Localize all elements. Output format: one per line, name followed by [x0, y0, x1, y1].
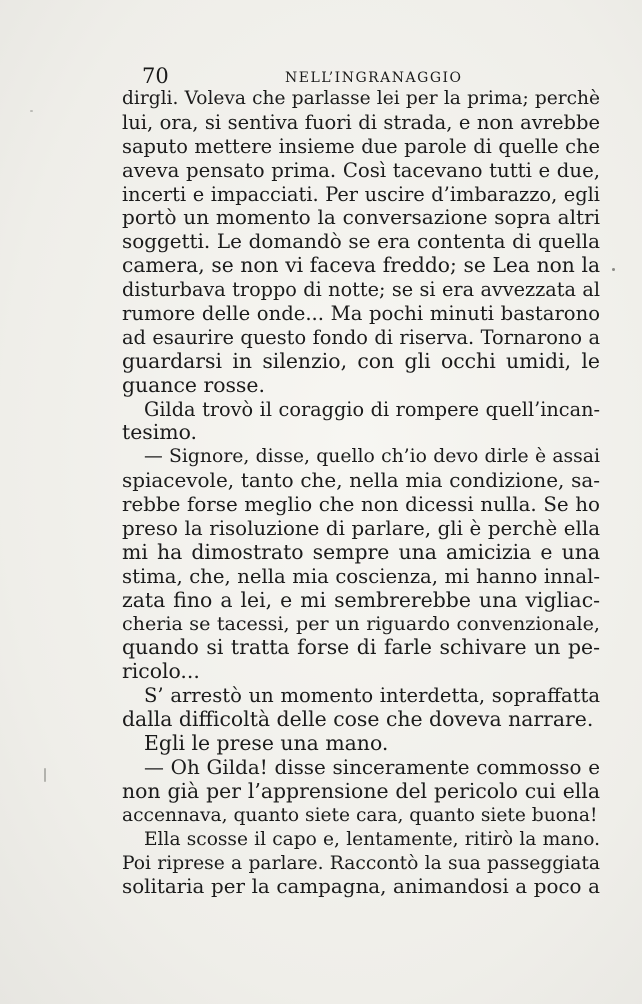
text-line: disturbava troppo di notte; se si era avvezzata al	[122, 278, 600, 302]
text-line: saputo mettere insieme due parole di quelle che	[122, 134, 600, 158]
text-line: rumore delle onde... Ma pochi minuti bastarono	[122, 302, 600, 326]
text-line: cheria se tacessi, per un riguardo convenzionale,	[122, 612, 600, 635]
text-line: — Oh Gilda! disse sinceramente commosso e	[144, 755, 600, 779]
text-line: — Signore, disse, quello ch’io devo dirle è assai	[144, 446, 600, 468]
text-line: ad esaurire questo fondo di riserva. Tornarono a	[122, 325, 600, 349]
text-line: spiacevole, tanto che, nella mia condizione, sa-	[122, 468, 600, 493]
page-speck	[612, 268, 615, 271]
text-line: Egli le prese una mano.	[144, 731, 389, 756]
text-line: stima, che, nella mia coscienza, mi hanno innal-	[122, 564, 600, 588]
text-line: lui, ora, si sentiva fuori di strada, e non avrebbe	[122, 110, 600, 134]
text-line: Ella scosse il capo e, lentamente, ritirò la mano.	[144, 828, 600, 850]
text-line: quando si tratta forse di farle schivare un pe-	[122, 635, 600, 660]
text-line: portò un momento la conversazione sopra altri	[122, 205, 600, 230]
text-line: ricolo...	[122, 659, 200, 684]
text-line: mi ha dimostrato sempre una amicizia e una	[122, 539, 600, 564]
text-line: S’ arrestò un momento interdetta, sopraffatta	[144, 684, 600, 708]
text-line: dirgli. Voleva che parlasse lei per la prima; perchè	[122, 88, 600, 109]
text-line: aveva pensato prima. Così tacevano tutti e due,	[122, 158, 600, 182]
text-line: accennava, quanto siete cara, quanto siete buona!	[122, 804, 598, 826]
text-line: camera, se non vi faceva freddo; se Lea non la	[122, 253, 600, 278]
text-line: preso la risoluzione di parlare, gli è perchè ella	[122, 517, 600, 541]
text-line: soggetti. Le domandò se era contenta di quella	[122, 230, 600, 254]
text-line: Gilda trovò il coraggio di rompere quell’incan-	[144, 397, 600, 421]
page-speck	[30, 110, 33, 112]
text-line: dalla difficoltà delle cose che doveva narrare.	[122, 707, 594, 732]
text-line: rebbe forse meglio che non dicessi nulla. Se ho	[122, 493, 600, 517]
text-line: solitaria per la campagna, animandosi a poco a	[122, 875, 600, 899]
text-line: tesimo.	[122, 420, 197, 445]
text-line: zata fino a lei, e mi sembrerebbe una vigliac-	[122, 587, 600, 612]
page-header	[122, 62, 602, 90]
page-speck	[44, 768, 46, 782]
text-line: non già per l’apprensione del pericolo cui ella	[122, 778, 600, 803]
text-line: incerti e impacciati. Per uscire d’imbarazzo, egli	[122, 182, 600, 206]
text-line: guance rosse.	[122, 372, 265, 397]
page-number: 70	[142, 64, 169, 88]
running-title: NELL’INGRANAGGIO	[285, 70, 463, 86]
body-text	[122, 87, 600, 899]
text-line: Poi riprese a parlare. Raccontò la sua passeggiata	[122, 852, 600, 874]
text-line: guardarsi in silenzio, con gli occhi umidi, le	[122, 348, 600, 373]
